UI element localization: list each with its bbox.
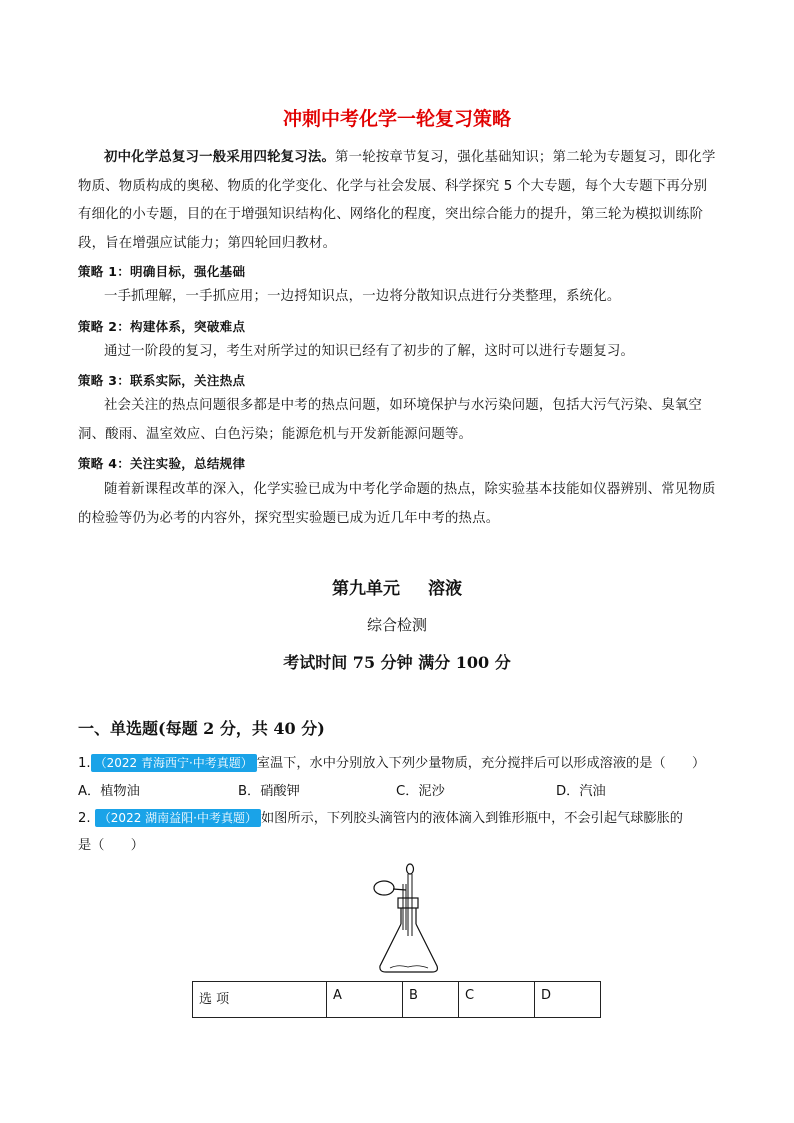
question-1-text: 室温下，水中分别放入下列少量物质，充分搅拌后可以形成溶液的是（ ） (256, 756, 706, 771)
table-header-cell: A (327, 982, 403, 1018)
table-header-cell: C (459, 982, 535, 1018)
unit-name: 第九单元 (332, 579, 400, 599)
option-c: C．泥沙 (396, 784, 445, 799)
strategy-1-heading: 策略 1：明确目标，强化基础 (78, 264, 246, 279)
unit-heading (0, 574, 794, 599)
strategy-2-heading: 策略 2：构建体系，突破难点 (78, 319, 246, 334)
question-1-source-tag: （2022 青海西宁·中考真题） (91, 754, 257, 772)
strategy-3-heading: 策略 3：联系实际，关注热点 (78, 373, 246, 388)
strategy-1-body: 一手抓理解，一手抓应用；一边捋知识点，一边将分散知识点进行分类整理，系统化。 (104, 289, 621, 304)
options-table (192, 981, 601, 1018)
question-2-source-tag: （2022 湖南益阳·中考真题） (95, 809, 261, 827)
strategy-4-body: 随着新课程改革的深入，化学实验已成为中考化学命题的热点，除实验基本技能如仪器辨别、常见物质的检验等仍为必考的内容外，探究型实验题已成为近几年中考的热点。 (78, 482, 716, 526)
flask-balloon-apparatus-figure (370, 858, 450, 976)
question-2-cont: 是（ ） (78, 838, 144, 853)
table-row (193, 982, 601, 1018)
option-b: B．硝酸钾 (238, 784, 300, 799)
question-2-number: 2. (78, 811, 91, 826)
strategy-4-heading: 策略 4：关注实验，总结规律 (78, 456, 246, 471)
table-header-cell: 选 项 (193, 982, 327, 1018)
subtitle: 综合检测 (366, 616, 427, 634)
intro-text: 第一轮按章节复习，强化基础知识；第二轮为专题复习，即化学物质、物质构成的奥秘、物质的化学变化、化学与社会发展、科学探究 5 个大专题，每个大专题下再分别有细化的小专题，目的在于增强知识结构化、网络化的程度，突出综合能力的提升，第三轮为模拟训练阶段，旨在增强应试能力；第四轮回归教材。 (78, 150, 716, 251)
question-2 (78, 807, 683, 827)
strategy-2-body: 通过一阶段的复习，考生对所学过的知识已经有了初步的了解，这时可以进行专题复习。 (104, 344, 635, 359)
question-1 (78, 752, 705, 772)
intro-paragraph (78, 144, 718, 258)
option-d: D．汽油 (556, 784, 606, 799)
intro-lead: 初中化学总复习一般采用四轮复习法。 (104, 150, 336, 165)
strategy-3-body: 社会关注的热点问题很多都是中考的热点问题，如环境保护与水污染问题，包括大污气污染、臭氧空洞、酸雨、温室效应、白色污染；能源危机与开发新能源问题等。 (78, 398, 702, 442)
option-a: A．植物油 (78, 784, 140, 799)
question-1-number: 1. (78, 756, 91, 771)
question-2-text: 如图所示，下列胶头滴管内的液体滴入到锥形瓶中，不会引起气球膨胀的 (260, 811, 683, 826)
exam-info: 考试时间 75 分钟 满分 100 分 (283, 653, 511, 672)
table-header-cell: D (535, 982, 601, 1018)
section-title: 一、单选题(每题 2 分，共 40 分) (78, 719, 325, 738)
unit-topic: 溶液 (428, 579, 462, 599)
page-title: 冲刺中考化学一轮复习策略 (282, 108, 511, 130)
table-header-cell: B (403, 982, 459, 1018)
